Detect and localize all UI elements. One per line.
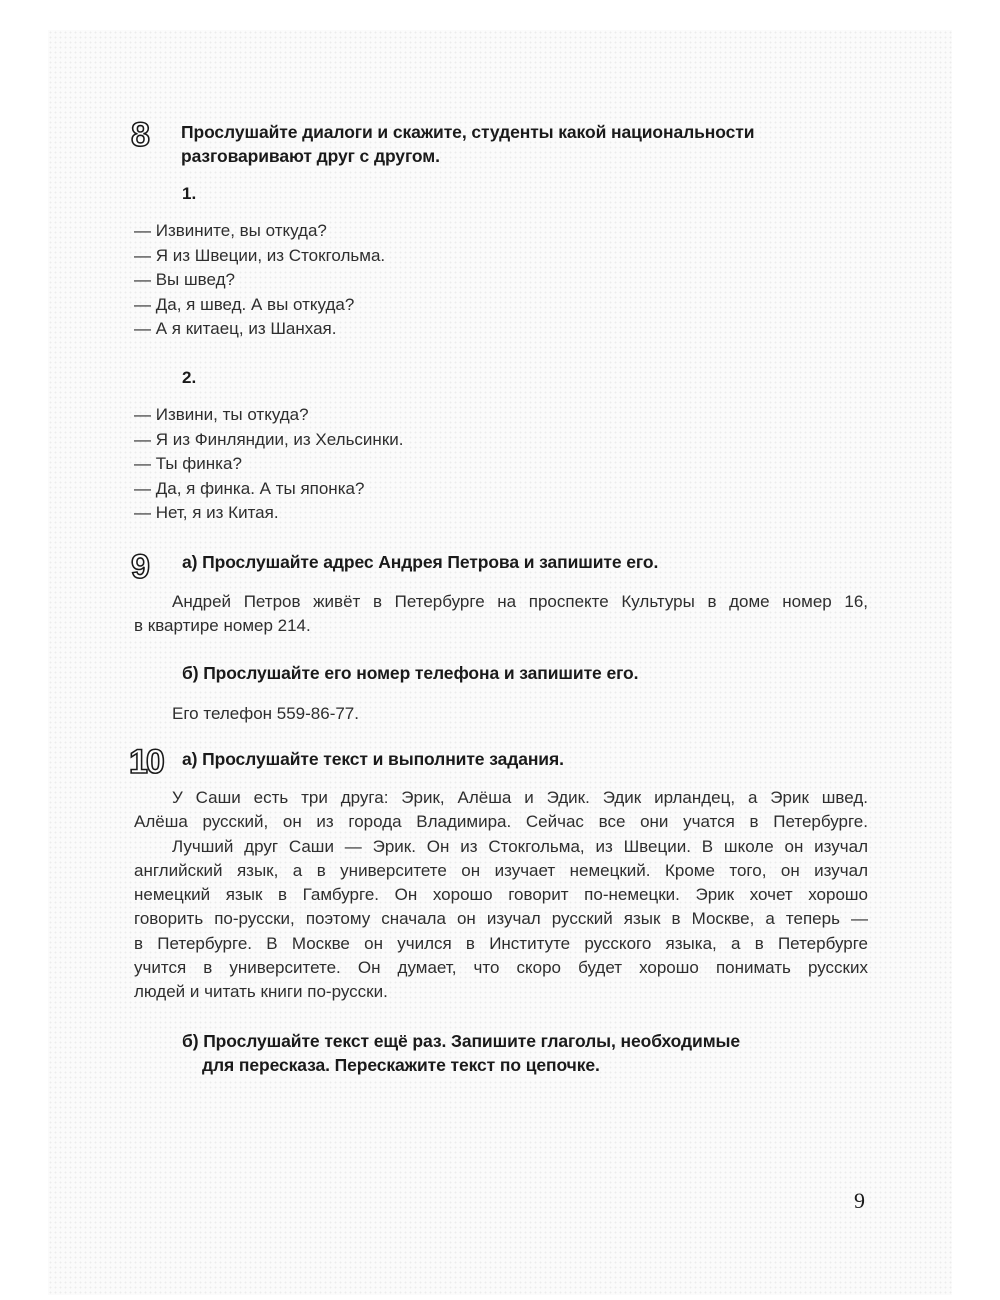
exercise-9-address-text xyxy=(134,590,868,639)
text-line: английский язык, а в университете он изучает немецкий. Кроме того, он изучал xyxy=(134,860,868,880)
task-line: б) Прослушайте текст ещё раз. Запишите глаголы, необходимые xyxy=(182,1031,741,1051)
exercise-9-task-b: б) Прослушайте его номер телефона и запишите его. xyxy=(182,663,639,683)
text-line: говорить по-русски, поэтому сначала он изучал русский язык в Москве, а теперь — xyxy=(134,909,868,929)
exercise-number-9: 9 xyxy=(131,548,148,586)
exercise-10-task-a: а) Прослушайте текст и выполните задания. xyxy=(182,749,564,769)
exercise-10-text xyxy=(134,786,868,1005)
text-line: У Саши есть три друга: Эрик, Алёша и Эдик. Эдик ирландец, а Эрик швед. xyxy=(172,788,868,807)
dialog-line: — Да, я швед. А вы откуда? xyxy=(134,294,355,314)
dialog-line: — Я из Финляндии, из Хельсинки. xyxy=(134,429,404,449)
dialog-2 xyxy=(134,403,403,526)
dialog-line: — Вы швед? xyxy=(134,270,235,289)
dialog-line: — Извини, ты откуда? xyxy=(134,405,309,424)
text-line: в квартире номер 214. xyxy=(134,616,311,636)
exercise-number-10: 10 xyxy=(129,743,163,781)
text-line: Лучший друг Саши — Эрик. Он из Стокгольма, из Швеции. В школе он изучал xyxy=(172,836,868,856)
dialog-line: — Ты финка? xyxy=(134,454,242,473)
dialog-line: — А я китаец, из Шанхая. xyxy=(134,319,337,338)
dialog-line: — Я из Швеции, из Стокгольма. xyxy=(134,245,386,265)
dialog-2-label: 2. xyxy=(182,368,197,387)
dialog-line: — Извините, вы откуда? xyxy=(134,221,327,240)
exercise-9-phone-text: Его телефон 559-86-77. xyxy=(172,704,359,723)
text-line: учится в университете. Он думает, что скоро будет хорошо понимать русских xyxy=(134,958,868,978)
exercise-number-8: 8 xyxy=(131,116,148,154)
exercise-10-task-b xyxy=(182,1029,740,1077)
task-line: разговаривают друг с другом. xyxy=(181,146,440,166)
exercise-8-task xyxy=(181,120,754,168)
exercise-9-task-a: а) Прослушайте адрес Андрея Петрова и запишите его. xyxy=(182,552,659,572)
text-line: немецкий язык в Гамбурге. Он хорошо говорит по-немецки. Эрик хочет хорошо xyxy=(134,885,868,905)
dialog-1 xyxy=(134,219,385,342)
text-line: людей и читать книги по-русски. xyxy=(134,982,388,1002)
dialog-line: — Нет, я из Китая. xyxy=(134,503,279,522)
text-line: Андрей Петров живёт в Петербурге на проспекте Культуры в доме номер 16, xyxy=(172,592,868,611)
task-line: для пересказа. Перескажите текст по цепочке. xyxy=(202,1055,600,1075)
text-line: в Петербурге. В Москве он учился в Институте русского языка, а в Петербурге xyxy=(134,933,868,953)
page-number: 9 xyxy=(854,1188,865,1213)
task-line: Прослушайте диалоги и скажите, студенты какой национальности xyxy=(181,122,755,142)
dialog-line: — Да, я финка. А ты японка? xyxy=(134,478,365,498)
text-line: Алёша русский, он из города Владимира. Сейчас все они учатся в Петербурге. xyxy=(134,812,868,832)
dialog-1-label: 1. xyxy=(182,184,197,203)
